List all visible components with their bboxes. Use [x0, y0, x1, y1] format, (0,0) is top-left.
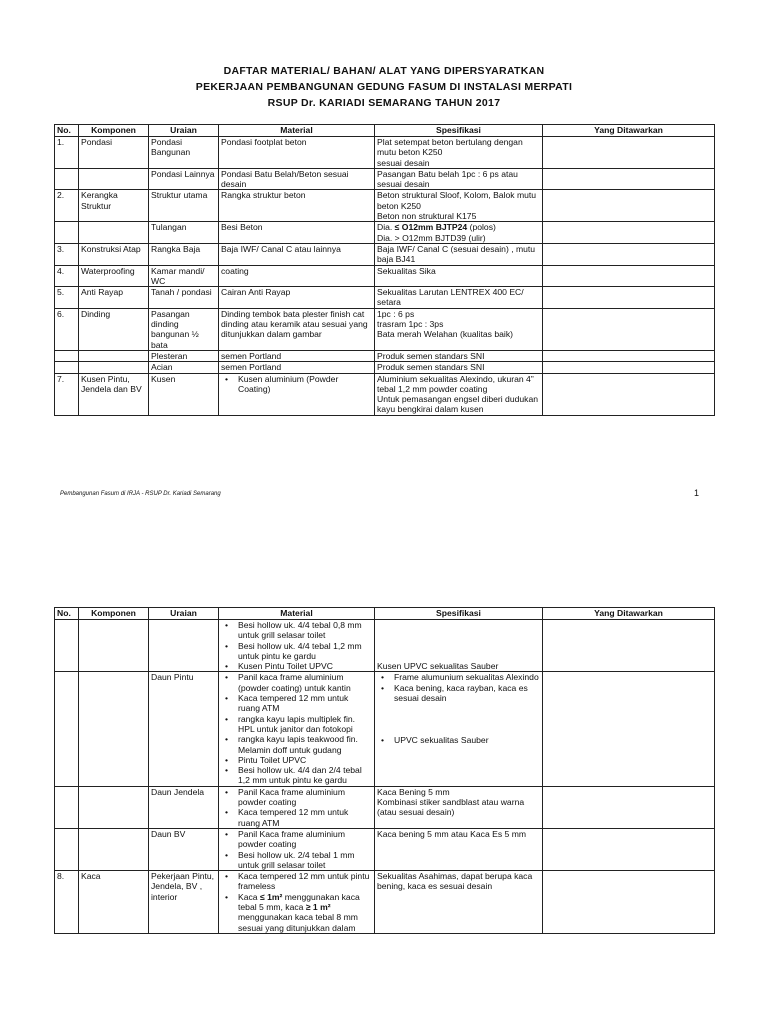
cell-uraian: Rangka Baja	[149, 243, 219, 265]
material-bullet: • Besi hollow uk. 4/4 dan 2/4 tebal 1,2 mm untuk pintu ke gardu	[238, 765, 372, 786]
spec-line: Pasangan Batu belah 1pc : 6 ps atau sesuai desain	[377, 168, 518, 190]
cell-no: 7.	[55, 373, 79, 415]
material-bullet: • Kaca tempered 12 mm untuk pintu frameless	[238, 871, 372, 892]
cell-yang-ditawarkan[interactable]	[543, 265, 715, 287]
header-uraian: Uraian	[149, 608, 219, 620]
cell-spesifikasi	[375, 243, 543, 265]
table-row	[55, 190, 715, 222]
table-row	[55, 243, 715, 265]
page-number: 1	[694, 488, 700, 498]
table-row	[55, 828, 715, 870]
material-bullet: • Besi hollow uk. 4/4 tebal 1,2 mm untuk pintu ke gardu	[238, 641, 372, 662]
cell-uraian: Pondasi Lainnya	[149, 168, 219, 190]
cell-no	[55, 786, 79, 828]
header-yang-ditawarkan: Yang Ditawarkan	[543, 608, 715, 620]
cell-komponen	[79, 786, 149, 828]
material-text-bold: ≤ 1m²	[259, 891, 283, 902]
material-bullet: • Panil Kaca frame aluminium powder coating	[238, 787, 372, 808]
cell-komponen: Kusen Pintu, Jendela dan BV	[79, 373, 149, 415]
material-bullet-list	[221, 620, 372, 671]
spec-bullet: • UPVC sekualitas Sauber	[394, 735, 540, 745]
cell-uraian: Struktur utama	[149, 190, 219, 222]
table-row	[55, 620, 715, 672]
cell-uraian: Kusen	[149, 373, 219, 415]
spec-bullet: • Kaca bening, kaca rayban, kaca es sesuai desain	[394, 683, 540, 704]
material-bullet-list	[221, 871, 372, 933]
cell-no	[55, 620, 79, 672]
cell-spesifikasi	[375, 265, 543, 287]
cell-komponen	[79, 350, 149, 361]
cell-no: 3.	[55, 243, 79, 265]
material-bullet: • Panil Kaca frame aluminium powder coating	[238, 829, 372, 850]
cell-material: semen Portland	[219, 362, 375, 373]
cell-spesifikasi	[375, 672, 543, 786]
spec-line: Kaca bening 5 mm atau Kaca Es 5 mm	[377, 828, 527, 839]
material-bullet: • Kaca tempered 12 mm untuk ruang ATM	[238, 693, 372, 714]
cell-yang-ditawarkan[interactable]	[543, 222, 715, 244]
spec-line: Baja IWF/ Canal C (sesuai desain) , mutu baja BJ41	[377, 243, 536, 265]
material-bullet: • Besi hollow uk. 4/4 tebal 0,8 mm untuk grill selasar toilet	[238, 620, 372, 641]
cell-komponen: Waterproofing	[79, 265, 149, 287]
cell-yang-ditawarkan[interactable]	[543, 190, 715, 222]
table-header-row	[55, 125, 715, 137]
material-text: menggunakan kaca tebal 5 mm, kaca	[238, 891, 360, 913]
cell-spesifikasi	[375, 871, 543, 934]
cell-no	[55, 222, 79, 244]
title-line-3: RSUP Dr. KARIADI SEMARANG TAHUN 2017	[267, 97, 501, 109]
cell-material: Pondasi Batu Belah/Beton sesuai desain	[219, 168, 375, 190]
header-no: No.	[55, 125, 79, 137]
material-bullet: • Panil kaca frame aluminium (powder coating) untuk kantin	[238, 672, 372, 693]
cell-material	[219, 828, 375, 870]
title-line-1: DAFTAR MATERIAL/ BAHAN/ ALAT YANG DIPERSYARATKAN	[223, 65, 545, 77]
cell-material: Dinding tembok bata plester finish cat dinding atau keramik atau sesuai yang ditunjukkan dalam gambar	[219, 308, 375, 350]
cell-material: Pondasi footplat beton	[219, 137, 375, 169]
spec-line: Untuk pemasangan engsel diberi dudukan kayu bengkirai dalam kusen	[377, 394, 539, 415]
material-bullet	[238, 892, 372, 933]
cell-material	[219, 373, 375, 415]
cell-yang-ditawarkan[interactable]	[543, 243, 715, 265]
table-row	[55, 308, 715, 350]
spec-line: Produk semen standars SNI	[377, 350, 485, 361]
table-row	[55, 373, 715, 415]
header-material: Material	[219, 125, 375, 137]
cell-spesifikasi	[375, 362, 543, 373]
cell-uraian: Pasangan dinding bangunan ½ bata	[149, 308, 219, 350]
table-row	[55, 871, 715, 934]
table-row	[55, 222, 715, 244]
cell-komponen: Kerangka Struktur	[79, 190, 149, 222]
material-table-page-1	[54, 124, 715, 416]
cell-uraian: Acian	[149, 362, 219, 373]
cell-spesifikasi	[375, 828, 543, 870]
cell-komponen: Kaca	[79, 871, 149, 934]
cell-uraian: Kamar mandi/ WC	[149, 265, 219, 287]
cell-yang-ditawarkan[interactable]	[543, 362, 715, 373]
cell-yang-ditawarkan[interactable]	[543, 308, 715, 350]
spec-line: Sekualitas Sika	[377, 265, 436, 276]
material-bullet: • rangka kayu lapis teakwood fin. Melamin doff untuk gudang	[238, 734, 372, 755]
table-row	[55, 672, 715, 786]
cell-spesifikasi	[375, 620, 543, 672]
spec-line: Beton struktural Sloof, Kolom, Balok mutu beton K250	[377, 190, 537, 211]
spec-line: Aluminium sekualitas Alexindo, ukuran 4” tebal 1,2 mm powder coating	[377, 373, 534, 394]
spec-bullet: • Frame alumunium sekualitas Alexindo	[394, 672, 540, 682]
cell-material: Besi Beton	[219, 222, 375, 244]
page-separator	[0, 520, 768, 604]
table-row	[55, 168, 715, 190]
spec-bullet-list	[377, 735, 540, 745]
cell-spesifikasi	[375, 350, 543, 361]
cell-spesifikasi	[375, 168, 543, 190]
material-bullet: • Kaca tempered 12 mm untuk ruang ATM	[238, 807, 372, 828]
cell-komponen	[79, 222, 149, 244]
cell-yang-ditawarkan[interactable]	[543, 620, 715, 672]
cell-no: 6.	[55, 308, 79, 350]
header-komponen: Komponen	[79, 125, 149, 137]
material-table-page-2	[54, 607, 715, 934]
spec-line: 1pc : 6 ps	[377, 308, 415, 319]
material-bullet: • rangka kayu lapis multiplek fin. HPL untuk janitor dan fotokopi	[238, 714, 372, 735]
cell-spesifikasi	[375, 786, 543, 828]
cell-yang-ditawarkan[interactable]	[543, 350, 715, 361]
material-text: Kaca	[238, 891, 260, 902]
cell-yang-ditawarkan[interactable]	[543, 828, 715, 870]
header-spesifikasi: Spesifikasi	[375, 608, 543, 620]
spec-line: sesuai desain	[377, 157, 430, 168]
title-line-2: PEKERJAAN PEMBANGUNAN GEDUNG FASUM DI INSTALASI MERPATI	[195, 81, 573, 93]
cell-material	[219, 871, 375, 934]
cell-spesifikasi	[375, 137, 543, 169]
material-bullet-list	[221, 672, 372, 785]
cell-material	[219, 786, 375, 828]
spec-line: Plat setempat beton bertulang dengan mutu beton K250	[377, 137, 523, 158]
cell-no	[55, 168, 79, 190]
cell-material: semen Portland	[219, 350, 375, 361]
spec-line: Sekualitas Larutan LENTREX 400 EC/ setara	[377, 287, 524, 308]
spec-line: Kusen UPVC sekualitas Sauber	[377, 661, 499, 672]
table-row	[55, 137, 715, 169]
cell-komponen: Anti Rayap	[79, 287, 149, 309]
cell-komponen: Pondasi	[79, 137, 149, 169]
spec-text: Dia.	[377, 222, 395, 233]
cell-komponen	[79, 672, 149, 786]
cell-uraian: Tanah / pondasi	[149, 287, 219, 309]
table-row	[55, 786, 715, 828]
cell-no: 8.	[55, 871, 79, 934]
material-bullet-list	[221, 374, 372, 395]
cell-material	[219, 672, 375, 786]
material-bullet-list	[221, 829, 372, 870]
cell-spesifikasi	[375, 190, 543, 222]
table-row	[55, 362, 715, 373]
document-title	[0, 63, 768, 111]
cell-komponen	[79, 362, 149, 373]
table-header-row	[55, 608, 715, 620]
cell-komponen	[79, 620, 149, 672]
cell-spesifikasi	[375, 308, 543, 350]
cell-uraian: Daun BV	[149, 828, 219, 870]
spec-text-bold: ≤ O12mm BJTP24	[394, 222, 468, 233]
cell-spesifikasi	[375, 222, 543, 244]
cell-material: coating	[219, 265, 375, 287]
cell-material	[219, 620, 375, 672]
cell-material: Baja IWF/ Canal C atau lainnya	[219, 243, 375, 265]
cell-spesifikasi	[375, 287, 543, 309]
page-footer-text: Pembangunan Fasum di IRJA - RSUP Dr. Kariadi Semarang	[60, 491, 221, 497]
material-text: menggunakan kaca tebal 8 mm sesuai yang ditunjukkan dalam	[238, 912, 358, 933]
spec-line: trasram 1pc : 3ps	[377, 319, 444, 330]
spec-line: Dia. > O12mm BJTD39 (ulir)	[377, 232, 486, 243]
cell-no	[55, 350, 79, 361]
header-komponen: Komponen	[79, 608, 149, 620]
cell-uraian: Daun Pintu	[149, 672, 219, 786]
cell-no: 4.	[55, 265, 79, 287]
spec-line: Produk semen standars SNI	[377, 362, 485, 373]
spec-text: (polos)	[467, 222, 496, 233]
header-material: Material	[219, 608, 375, 620]
table-row	[55, 265, 715, 287]
material-text-bold: ≥ 1 m²	[305, 902, 331, 913]
cell-no	[55, 828, 79, 870]
cell-komponen: Konstruksi Atap	[79, 243, 149, 265]
cell-yang-ditawarkan[interactable]	[543, 373, 715, 415]
cell-uraian	[149, 620, 219, 672]
spec-line: Bata merah Welahan (kualitas baik)	[377, 329, 513, 340]
header-spesifikasi: Spesifikasi	[375, 125, 543, 137]
cell-yang-ditawarkan[interactable]	[543, 168, 715, 190]
cell-no: 2.	[55, 190, 79, 222]
cell-no: 5.	[55, 287, 79, 309]
header-uraian: Uraian	[149, 125, 219, 137]
spec-line: Sekualitas Asahimas, dapat berupa kaca bening, kaca es sesuai desain	[377, 871, 533, 892]
cell-uraian: Pondasi Bangunan	[149, 137, 219, 169]
cell-uraian: Tulangan	[149, 222, 219, 244]
cell-yang-ditawarkan[interactable]	[543, 287, 715, 309]
cell-no: 1.	[55, 137, 79, 169]
cell-yang-ditawarkan[interactable]	[543, 672, 715, 786]
cell-material: Rangka struktur beton	[219, 190, 375, 222]
material-bullet: • Pintu Toilet UPVC	[238, 755, 372, 765]
spec-line: Kaca Bening 5 mm	[377, 786, 450, 797]
cell-no	[55, 362, 79, 373]
cell-uraian: Pekerjaan Pintu, Jendela, BV , interior	[149, 871, 219, 934]
cell-yang-ditawarkan[interactable]	[543, 137, 715, 169]
cell-komponen	[79, 828, 149, 870]
table-row	[55, 350, 715, 361]
material-bullet: • Kusen Pintu Toilet UPVC	[238, 661, 372, 671]
spec-line: Beton non struktural K175	[377, 211, 477, 222]
material-bullet: • Besi hollow uk. 2/4 tebal 1 mm untuk grill selasar toilet	[238, 850, 372, 871]
cell-komponen	[79, 168, 149, 190]
cell-no	[55, 672, 79, 786]
material-bullet: • Kusen aluminium (Powder Coating)	[238, 374, 372, 395]
spec-line	[377, 222, 540, 232]
table-row	[55, 287, 715, 309]
header-yang-ditawarkan: Yang Ditawarkan	[543, 125, 715, 137]
cell-uraian: Plesteran	[149, 350, 219, 361]
material-bullet-list	[221, 787, 372, 828]
page-2	[0, 604, 768, 1024]
spec-line: Kombinasi stiker sandblast atau warna (atau sesuai desain)	[377, 797, 525, 818]
cell-komponen: Dinding	[79, 308, 149, 350]
cell-spesifikasi	[375, 373, 543, 415]
cell-material: Cairan Anti Rayap	[219, 287, 375, 309]
spec-bullet-list	[377, 672, 540, 703]
cell-yang-ditawarkan[interactable]	[543, 786, 715, 828]
header-no: No.	[55, 608, 79, 620]
cell-uraian: Daun Jendela	[149, 786, 219, 828]
cell-yang-ditawarkan[interactable]	[543, 871, 715, 934]
